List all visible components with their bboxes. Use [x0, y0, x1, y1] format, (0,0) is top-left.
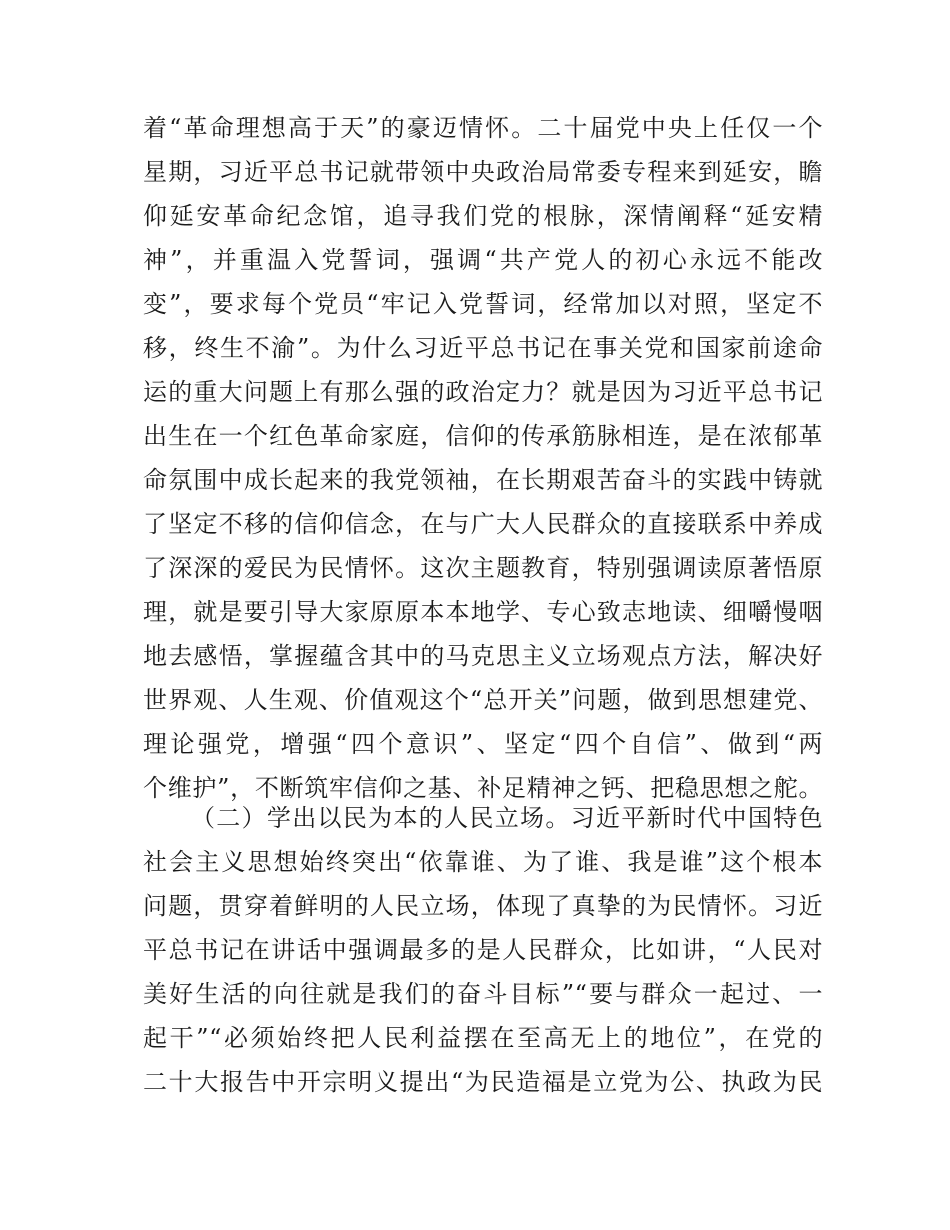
text-line: 移，终生不渝”。为什么习近平总书记在事关党和国家前途命 [143, 334, 823, 362]
text-line: 神”，并重温入党誓词，强调“共产党人的初心永远不能改 [143, 246, 823, 274]
text-line: 平总书记在讲话中强调最多的是人民群众，比如讲，“人民对 [143, 936, 823, 964]
text-line: 二十大报告中开宗明义提出“为民造福是立党为公、执政为民 [143, 1068, 823, 1096]
text-line: 问题，贯穿着鲜明的人民立场，体现了真挚的为民情怀。习近 [143, 892, 823, 920]
text-line: 社会主义思想始终突出“依靠谁、为了谁、我是谁”这个根本 [143, 848, 823, 876]
text-line: 美好生活的向往就是我们的奋斗目标”“要与群众一起过、一 [143, 980, 823, 1008]
text-line: 仰延安革命纪念馆，追寻我们党的根脉，深情阐释“延安精 [143, 202, 823, 230]
text-line: 着“革命理想高于天”的豪迈情怀。二十届党中央上任仅一个 [143, 114, 823, 142]
text-line: 理，就是要引导大家原原本本地学、专心致志地读、细嚼慢咽 [143, 598, 823, 626]
section-heading-line: （二）学出以民为本的人民立场。习近平新时代中国特色 [191, 804, 823, 832]
paragraph-2 [143, 796, 823, 1104]
text-line: 命氛围中成长起来的我党领袖，在长期艰苦奋斗的实践中铸就 [143, 466, 823, 494]
text-line: 个维护”，不断筑牢信仰之基、补足精神之钙、把稳思想之舵。 [143, 774, 823, 802]
text-line: 星期，习近平总书记就带领中央政治局常委专程来到延安，瞻 [143, 158, 823, 186]
text-line: 理论强党，增强“四个意识”、坚定“四个自信”、做到“两 [143, 730, 823, 758]
text-line: 出生在一个红色革命家庭，信仰的传承筋脉相连，是在浓郁革 [143, 422, 823, 450]
paragraph-1 [143, 106, 823, 810]
text-line: 起干”“必须始终把人民利益摆在至高无上的地位”，在党的 [143, 1024, 823, 1052]
text-line: 地去感悟，掌握蕴含其中的马克思主义立场观点方法，解决好 [143, 642, 823, 670]
text-line: 了坚定不移的信仰信念，在与广大人民群众的直接联系中养成 [143, 510, 823, 538]
text-line: 世界观、人生观、价值观这个“总开关”问题，做到思想建党、 [143, 686, 823, 714]
text-line: 了深深的爱民为民情怀。这次主题教育，特别强调读原著悟原 [143, 554, 823, 582]
text-line: 运的重大问题上有那么强的政治定力？就是因为习近平总书记 [143, 378, 823, 406]
text-line: 变”，要求每个党员“牢记入党誓词，经常加以对照，坚定不 [143, 290, 823, 318]
